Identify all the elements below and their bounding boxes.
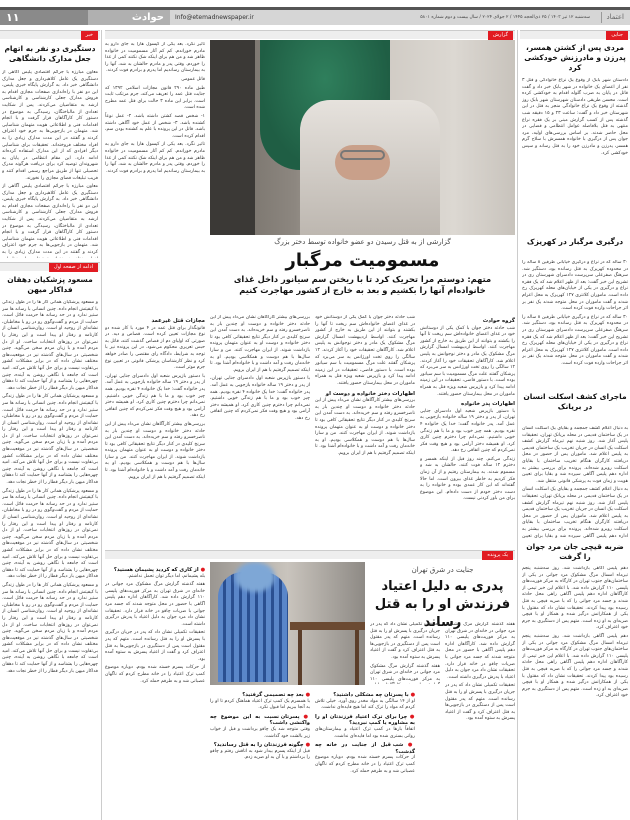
paragraph: هفته گذشته گزارش مرگ مشکوک مرد جوانی در خانه‌ای در شرق تهران به مرکز فوریت‌های پلیسی ۱۱۰ گزارش داده شد. کارآگاهان اداره دهم پلیس آگاهی با حضور در محل متوجه شدند که جسد مرد جوانی با ضربات چاقو در خانه قرار دارد. تحقیقات نشان داد مرد جوان به دلیل اعتیاد با پدرش درگیری داشته است.: [445, 622, 515, 680]
divider: [517, 30, 518, 820]
left-label-bar: [0, 30, 100, 39]
story-headline: مردی پس از کشتن همسر، پدرزن و مادرزنش خودکشی کرد: [524, 43, 626, 72]
story-headline: ضربه قیچی جان مرد جوان را گرفت: [526, 542, 624, 561]
continued-body: [2, 300, 98, 815]
answer: بله پشیمانم، اما دیگر توان تحمل نداشتم.: [127, 573, 205, 579]
case-col-5: [105, 565, 205, 817]
question: ● چگونه فرزندتان را به قتل رساندید؟: [210, 742, 310, 749]
paragraph: و مسعود پزشکیان همانی کار ها را در طول زندگی با کیفیتش انجام داده. چنین انسانی با رسانه ها سر ستیز ندارد و در حد رسانه ها حرمت قائل است. حمایت از مردم و گفت‌وگوی رو در رو با مخاطبان، نشانه‌ای از روحیه او است. روان‌شناسی انسان از کارنامه و رفتار او پیدا است و این رفتار را نمی‌توان در روزهای انتخابات ساخت. او از دل مردم آمده و با زبان مردم سخن می‌گوید. چنین شخصیتی در سال‌های گذشته نیز در موقعیت‌های مختلف نشان داده که در برابر مشکلات کشور بی‌تفاوت نیست و برای حل آنها تلاش می‌کند. امید است که جامعه با نگاهی روشن به آینده، چنین چهره‌هایی را بشناسد و از آنها حمایت کند تا دهقان فداکار میهن بار دیگر قطار را از خطر نجات دهد.: [2, 488, 98, 580]
page-number: ۱۱: [0, 10, 88, 25]
paragraph: دهم پلیس آگاهی بازداشت شد. روز سه‌شنبه پنجم تیرماه امسال مرگ مشکوک مرد جوانی در یکی از ساختمان‌های جنوب تهران در کارگاه به مرکز فوریت‌های پلیسی ۱۱۰ گزارش داده شد. با اعلام این خبر تیمی از کارآگاهان اداره دهم پلیس آگاهی راهی محل حادثه شدند و جسد مرد جوانی را که با ضربه قیچی به قتل رسیده بود پیدا کردند. تحقیقات نشان داد که مقتول با یکی از همکارانش درگیر شده و همکار او با قیچی ضربه‌ای به او زده است. متهم پس از دستگیری به جرم خود اعتراف کرد.: [522, 633, 628, 699]
story-body: [522, 260, 628, 388]
question: ● از کاری که کردید پشیمان هستید؟: [105, 567, 205, 574]
section-subhead: اظهارات پدر خانواده: [461, 401, 515, 408]
paragraph: قاتل عمومی: [181, 76, 205, 82]
report-headline: مسمومیت مرگبار: [285, 250, 440, 271]
continued-label-bar: [0, 262, 100, 271]
case-kicker: جنایت در شرق تهران: [411, 566, 474, 574]
report-label-bar: [105, 30, 515, 39]
paragraph: از حرکات پسرم خسته شده بودم. دوباره موضوع کمپ ترک اعتیاد را در خانه مطرح کردم که ناگهان عصبانی شد و به طرفم حمله کرد.: [105, 665, 205, 684]
paragraph: بررسی‌های بیشتر کارآگاهان نشان می‌داد پیش از این حادثه دختر خانواده و دوست او چندین بار به ناصرخسرو رفته و سم خریده‌اند. به دست آمدن این سرنخ کلیدی در کنار دیگر نتایج تحقیقاتی کافی بود تا دختر خانواده و دوست او به عنوان متهمان پرونده بازداشت شوند. از ایران مهاجرت کنند. من و سارا سال‌ها با هم دوست و همکلاسی بودیم. او به خانه‌مان رفت و آمد داشت و با خانواده‌ام آشنا بود. تا اینکه تصمیم گرفتیم با هم از ایران برویم.: [210, 315, 310, 373]
paragraph: شب حادثه دختر جوان با کمک یکی از دوستانش خود در غذای اعضای خانواده‌اش سم ریخت تا آنها را بکشند و بتوانند از این طریق به خارج از کشور مهاجرت کنند. اواسط اردیبهشت امسال گزارش مرگ مشکوک یک مادر و دختر نوجوانش به پلیس اعلام شد. کارآگاهان تحقیقات خود را آغاز کردند. ۱۲ سالگی را روی تخت اورژانس به سر می‌برد که پزشکان گفتند علت مرگ مسمومیت با سم سیانور بوده است. با دستور قاضی، تحقیقات در این زمینه ادامه پیدا کرد و بازپرس شعبه ویژه قتل به همراه ماموران در محل بیمارستان حضور یافتند.: [315, 315, 415, 386]
paragraph: هفته گذشته گزارش مرگ مشکوک مرد جوانی در خانه‌ای در شرق تهران به مرکز فوریت‌های پلیسی ۱۱۰: [370, 663, 440, 682]
paragraph: دهم پلیس آگاهی بازداشت شد. روز سه‌شنبه پنجم تیرماه امسال مرگ مشکوک مرد جوانی در یکی از ساختمان‌های جنوب تهران در کارگاه به مرکز فوریت‌های پلیسی ۱۱۰ گزارش داده شد. با اعلام این خبر تیمی از کارآگاهان اداره دهم پلیس آگاهی راهی محل حادثه شدند و جسد مرد جوانی را که با ضربه قیچی به قتل رسیده بود پیدا کردند. تحقیقات نشان داد که مقتول با یکی از همکارانش درگیر شده و همکار او با قیچی ضربه‌ای به او زده است. متهم پس از دستگیری به جرم خود اعتراف کرد.: [522, 566, 628, 631]
right-label: جنایی: [606, 31, 628, 40]
question: ● چرا برای ترک اعتیاد فرزندتان او را به مشاوره یا کمپ نبردید؟: [315, 714, 415, 727]
paragraph: با دستور بازپرس شعبه اول دادسرای جنایی تهران، از پدر و دختر ۱۹ ساله خانواده بازجویی به عمل آمد. پدر خانواده گفت: خدا یک خانواده ۴ نفره بودیم. همه چیز خوب بود و ما با هم زندگی خوبی داشتیم. نمی‌دانم چرا دخترم چنین کاری کرد. او همیشه دختر آرامی بود و هیچ وقت فکر نمی‌کردم که چنین اتفاقی رخ دهد.: [105, 373, 205, 419]
report-col-2: [315, 315, 415, 545]
paragraph: تاثیر نگرد. بعد یکی از کپسول هارا به جای دارو به مادرم خوراندم. کم کم آثار مسمومیت در خانواده ظاهر شد و من هم برای اینکه شک نکنند کمی از غذا را خوردم. وقتی پدر و مادرم حالشان بد شد، آنها را به بیمارستان رساندیم اما پدرم و برادرم فوت کردند.: [105, 142, 205, 174]
question: ● بعد چه تصمیمی گرفتید؟: [210, 692, 310, 699]
paragraph: به دنبال اعلام کشف جمجمه و بقایای یک اسکلت انسان در یک ساختمان قدیمی در محله بریانک تهران، تحقیقات پلیس آغاز شد. روز شنبه نهم تیرماه گزارش کشف اسکلت یک انسان در جریان تخریب یک ساختمان قدیمی به پلیس اعلام شد. ماموران پس از حضور در محل دریافتند کارگران هنگام تخریب ساختمان با بقایای اسکلت روبرو شده‌اند. پرونده برای بررسی بیشتر به اداره دهم پلیس آگاهی سپرده شد و بقایا برای تعیین هویت و زمان فوت به پزشکی قانونی منتقل شد.: [522, 426, 628, 484]
left-label: خبر: [81, 31, 98, 40]
right-label-bar: [520, 30, 630, 39]
paragraph: به دنبال اعلام کشف جمجمه و بقایای یک اسکلت انسان در یک ساختمان قدیمی در محله بریانک تهران، تحقیقات پلیس آغاز شد. روز شنبه نهم تیرماه گزارش کشف اسکلت یک انسان در جریان تخریب یک ساختمان قدیمی به پلیس اعلام شد. ماموران پس از حضور در محل دریافتند کارگران هنگام تخریب ساختمان با بقایای اسکلت روبرو شده‌اند. پرونده برای بررسی بیشتر به اداره دهم پلیس آگاهی سپرده شد و بقایا برای تعیین: [522, 487, 628, 538]
report-col-1: [420, 315, 515, 545]
left-body: [2, 70, 98, 258]
case-col-4: [210, 690, 310, 818]
continued-label: ادامه از صفحه اول: [49, 263, 98, 272]
divider: [101, 30, 102, 820]
case-col-2: [370, 622, 440, 684]
section-subhead: اظهارات دختر خانواده و دوست او: [325, 390, 415, 397]
punishment-subhead: مجازات قتل غیرعمد: [151, 318, 205, 324]
question: ● با پسرتان چه مشکلی داشتید؟: [315, 692, 415, 699]
case-col-1: [445, 622, 515, 817]
report-label: گزارش: [488, 31, 513, 40]
case-photo-prisoner: [210, 562, 365, 685]
paragraph: و مسعود پزشکیان همانی کار ها را در طول زندگی با کیفیتش انجام داده. چنین انسانی با رسانه ها سر ستیز ندارد و در حد رسانه ها حرمت قائل است. حمایت از مردم و گفت‌وگوی رو در رو با مخاطبان، نشانه‌ای از روحیه او است. روان‌شناسی انسان از کارنامه و رفتار او پیدا است و این رفتار را نمی‌توان در روزهای انتخابات ساخت. او از دل مردم آمده و با زبان مردم سخن می‌گوید. چنین شخصیتی در سال‌های گذشته نیز در موقعیت‌های مختلف نشان داده که در برابر مشکلات کشور بی‌تفاوت نیست و برای حل آنها تلاش می‌کند. امید است که جامعه با نگاهی روشن به آینده، چنین چهره‌هایی را بشناسد و از آنها حمایت کند تا دهقان فداکار میهن بار دیگر قطار را از خطر نجات دهد.: [2, 300, 98, 391]
paragraph: و مسعود پزشکیان همانی کار ها را در طول زندگی با کیفیتش انجام داده. چنین انسانی با رسانه ها سر ستیز ندارد و در حد رسانه ها حرمت قائل است. حمایت از مردم و گفت‌وگوی رو در رو با مخاطبان، نشانه‌ای از روحیه او است. روان‌شناسی انسان از کارنامه و رفتار او پیدا است و این رفتار را نمی‌توان در روزهای انتخابات ساخت. او از دل مردم آمده و با زبان مردم سخن می‌گوید. چنین شخصیتی در سال‌های گذشته نیز در موقعیت‌های مختلف نشان داده که در برابر مشکلات کشور بی‌تفاوت نیست و برای حل آنها تلاش می‌کند. امید است که جامعه با نگاهی روشن به آینده، چنین چهره‌هایی را بشناسد و از آنها حمایت کند تا دهقان فداکار میهن بار دیگر قطار را از خطر نجات دهد.: [2, 394, 98, 486]
paragraph: و مسعود پزشکیان همانی کار ها را در طول زندگی با کیفیتش انجام داده. چنین انسانی با رسانه ها سر ستیز ندارد و در حد رسانه ها حرمت قائل است. حمایت از مردم و گفت‌وگوی رو در رو با مخاطبان، نشانه‌ای از روحیه او است. روان‌شناسی انسان از کارنامه و رفتار او پیدا است و این رفتار را نمی‌توان در روزهای انتخابات ساخت. او از دل مردم آمده و با زبان مردم سخن می‌گوید. چنین شخصیتی در سال‌های گذشته نیز در موقعیت‌های مختلف نشان داده که در برابر مشکلات کشور بی‌تفاوت نیست و برای حل آنها تلاش می‌کند. امید است که جامعه با نگاهی روشن به آینده، چنین چهره‌هایی را بشناسد و از آنها حمایت کند تا دهقان فداکار میهن بار دیگر قطار را از خطر نجات دهد.: [2, 582, 98, 674]
case-col-3: [315, 690, 415, 818]
answer: از حرکات پسرم خسته شده بودم. دوباره موضوع کمپ ترک اعتیاد را در خانه مطرح کردم که ناگهان عصبانی شد و به طرفم حمله کرد.: [315, 755, 415, 774]
story-headline: ماجرای کشف اسکلت انسان در بریانک: [523, 392, 627, 411]
continued-headline: مسعود پزشکیان دهقان فداکار میهن: [7, 275, 93, 294]
paragraph: با دستور بازپرس شعبه اول دادسرای جنایی تهران، از پدر و دختر ۱۹ ساله خانواده بازجویی به عمل آمد. پدر خانواده گفت: خدا یک خانواده ۴ نفره بودیم. همه چیز خوب بود و ما با هم زندگی خوبی داشتیم. نمی‌دانم چرا دخترم چنین کاری کرد. او همیشه دختر آرامی بود و هیچ وقت فکر نمی‌کردم که چنین اتفاقی رخ دهد.: [420, 408, 515, 454]
report-kicker: گزارشی از به قتل رسیدن دو عضو خانواده توسط دختر بزرگ: [274, 238, 451, 246]
section-subhead: گروه حوادث: [482, 318, 515, 324]
paragraph: معاون مبارزه با جرائم اقتصادی پلیس آگاهی از دستگیری یک عامل کلاهبرداری و جعل مدارک دانشگاهی خبر داد. به گزارش پایگاه خبری پلیس، این دو نفر با راه‌اندازی صفحات مجازی اقدام به فروش مدارک جعلی کارشناسی و کارشناسی ارشد به متقاضیان می‌کردند. پس از شکایت تعدادی از مالباختگان، رسیدگی به موضوع در دستور کار کارآگاهان قرار گرفت و با انجام اقدامات فنی و اطلاعاتی هویت متهمان شناسایی شد. متهمان در بازجویی‌ها به جرم خود اعتراف کردند و گفتند در این مدت مدارک زیادی را به افراد مختلف فروخته‌اند. تحقیقات برای شناسایی دیگر افرادی که از این مدارک استفاده کرده‌اند ادامه دارد. این مقام انتظامی در پایان به شهروندان توصیه کرد برای دریافت هرگونه مدرک تحصیلی تنها از طریق مراجع رسمی اقدام کنند و فریب تبلیغات فضای مجازی را نخورند.: [2, 70, 98, 181]
answer: اتفاقاً بارها در کمپ ترک اعتیاد و بیمارستان‌های روانی بستری شده بود اما فایده‌ای نداشت.: [315, 726, 415, 739]
story-body: [522, 426, 628, 538]
case-label: یک پرونده: [482, 551, 513, 560]
answer: قبل از اینکه پسرم بیدار شود به اتاقش رفتم و چاقو را برداشتم و با آن به او ضربه زدم.: [210, 748, 310, 761]
report-col-4: [105, 315, 205, 545]
story-body: [522, 566, 628, 818]
newspaper-logo: اعتماد: [601, 12, 624, 23]
question: ● شب قبل از جنایت در خانه چه گذشت؟: [315, 742, 415, 755]
report-photo-handcuffed-woman: [210, 40, 515, 235]
answer: او از ۱۴ سالگی به مواد مخدر روی آورد. خیلی تلاش کردم که مواد را ترک کند اما هیچ فایده‌ای نداشت.: [315, 698, 415, 711]
section-title: حوادث: [88, 10, 170, 25]
report-subheadline: متهم: دوستم مرا تحریک کرد تا با ریختن سم سیانور داخل غذای خانواده‌ام آنها را بکشیم و بعد به خارج از کشور مهاجرت کنیم: [233, 274, 492, 295]
paragraph: طبق ماده ۲۹۰ قانون مجازات اسلامی ۱۳۹۲ که جنایت قتل عمد را تعریف می‌کند، جرم مرتکب ثابت است. برابر این ماده ۳ حالت برای قتل عمد مطرح شده است.: [105, 85, 205, 111]
email-link[interactable]: Info@etemadnewspaper.ir: [175, 14, 254, 21]
paragraph: ۳۰ ساله که در نزاع و درگیری خیابانی طرفین ۸ ساله را در محدوده کهریزک به قتل رسانده بود، دستگیر شد. سرهنگ صفرعلی سرپرست دادسرای شهرستان ری در تشریح این خبر گفت: بعد از ظهر اعلام شد که یک فقره نزاع و درگیری در یکی از خیابان‌های محله کهریزک رخ داده است. ماموران کلانتری ۱۲۷ کهریزک به محل اعزام شدند و گفت ماموران در محل متوجه شدند یک نفر بر اثر جراحات وارده فوت کرده است.: [522, 314, 628, 366]
paragraph: معاون مبارزه با جرائم اقتصادی پلیس آگاهی از دستگیری یک عامل کلاهبرداری و جعل مدارک دانشگاهی خبر داد. به گزارش پایگاه خبری پلیس، این دو نفر با راه‌اندازی صفحات مجازی اقدام به فروش مدارک جعلی کارشناسی و کارشناسی ارشد به متقاضیان می‌کردند. پس از شکایت تعدادی از مالباختگان، رسیدگی به موضوع در دستور کار کارآگاهان قرار گرفت و با انجام اقدامات فنی و اطلاعاتی هویت متهمان شناسایی شد. متهمان در بازجویی‌ها به جرم خود اعتراف کردند و گفتند در این مدت مدارک زیادی را به: [2, 184, 98, 256]
paragraph: بررسی‌های بیشتر کارآگاهان نشان می‌داد پیش از این حادثه دختر خانواده و دوست او چندین بار به ناصرخسرو رفته و سم خریده‌اند. به دست آمدن این سرنخ کلیدی در کنار دیگر نتایج تحقیقاتی کافی بود تا دختر خانواده و دوست او به عنوان متهمان پرونده بازداشت شوند. از ایران مهاجرت کنند. من و سارا سال‌ها با هم دوست و همکلاسی بودیم. او به خانه‌مان رفت و آمد داشت و با خانواده‌ام آشنا بود. تا اینکه تصمیم گرفتیم با هم از ایران برویم.: [315, 398, 415, 456]
case-headline: پدری به دلیل اعتیاد فرزندش او را به قتل رساند: [374, 579, 511, 630]
paragraph: تحقیقات تکمیلی نشان داد که پدر در جریان درگیری با پسرش او را به قتل رسانده است. متهم که پدر مقتول است پس از دستگیری در بازجویی‌ها به قتل اعتراف کرد و گفت از اعتیاد پسرش به ستوه آمده بود.: [105, 630, 205, 662]
report-side-body: [105, 42, 205, 312]
answer: وقتی متوجه شد یک چاقو برداشت و قبل از خواب زیر بالشت خود گذاشت.: [210, 726, 310, 739]
paragraph: قانونگذار برای قتل عمد در ۴ مورد با کار شده دو نوع مجازات تعیین کرده است. قصاص و دیه. در صورتی که اولیای دم از قصاص گذشت کنند، قاتل به حبس تعزیری محکوم می‌شود. در این پرونده نیز با توجه به شرایط، دادگاه رای مقتضی را صادر خواهد کرد و نظر کارشناسان پزشکی قانونی در تعیین نوع جرم موثر است.: [105, 325, 205, 371]
paragraph: زندگی می‌کنم. چند روز قبل از اینکه همسر و دخترم ۱۲ ساله فوت کنند، حالشان بد شد و مسموم شدند. به بیمارستان رفتیم و از آن زمان فکر کردیم به خاطر غذای بیرون است. اما حالا گفته‌اند که این کار عمدی بوده و خانواده را به دست دختر خودم از دست داده‌ام. این موضوع برای من باور کردنی نیست.: [420, 456, 515, 502]
paragraph: ۱- شخص قصد کشتن داشته باشد. ۲- عمل نوعاً کشنده باشد. ۳- شخص از عمل خود آگاهی داشته باشد. قاتل در این پرونده با علم به کشنده بودن سم، اقدام کرده است.: [105, 113, 205, 139]
paragraph: تحقیقات تکمیلی نشان داد که پدر در جریان درگیری با پسرش او را به قتل رسانده است. متهم که پدر مقتول است پس از دستگیری در بازجویی‌ها به قتل اعتراف کرد و گفت از اعتیاد پسرش به ستوه آمده بود.: [370, 622, 440, 660]
paragraph: بررسی‌های بیشتر کارآگاهان نشان می‌داد پیش از این حادثه دختر خانواده و دوست او چندین بار به ناصرخسرو رفته و سم خریده‌اند. به دست آمدن این سرنخ کلیدی در کنار دیگر نتایج تحقیقاتی کافی بود تا دختر خانواده و دوست او به عنوان متهمان پرونده بازداشت شوند. از ایران مهاجرت کنند. من و سارا سال‌ها با هم دوست و همکلاسی بودیم. او به خانه‌مان رفت و آمد داشت و با خانواده‌ام آشنا بود. تا اینکه تصمیم گرفتیم با هم از ایران برویم.: [105, 421, 205, 480]
answer: با همسرم یک کمپ ترک اعتیاد هماهنگ کردم تا او را به آنجا ببریم اما قبول نکرد.: [210, 698, 310, 711]
report-col-3: [210, 315, 310, 545]
issue-date: سه‌شنبه ۱۲ تیر ۱۴۰۳ / ۲۵ ذی‌الحجه ۱۴۴۵ / ۲ جولای ۲۰۲۴ / سال بیست و دوم شماره ۵۸۰۱: [420, 15, 590, 20]
story-headline: درگیری مرگبار در کهریزک: [526, 237, 624, 246]
question: ● پسرتان نسبت به این موضوع چه واکنشی داشت؟: [210, 714, 310, 727]
paragraph: با دستور بازپرس شعبه اول دادسرای جنایی تهران، از پدر و دختر ۱۹ ساله خانواده بازجویی به عمل آمد. پدر خانواده گفت: خدا یک خانواده ۴ نفره بودیم. همه چیز خوب بود و ما با هم زندگی خوبی داشتیم. نمی‌دانم چرا دخترم چنین کاری کرد. او همیشه دختر آرامی بود و هیچ وقت فکر نمی‌کردم که چنین اتفاقی رخ دهد.: [210, 376, 310, 421]
paragraph: هفته گذشته گزارش مرگ مشکوک مرد جوانی در خانه‌ای در شرق تهران به مرکز فوریت‌های پلیسی ۱۱۰ گزارش داده شد. کارآگاهان اداره دهم پلیس آگاهی با حضور در محل متوجه شدند که جسد مرد جوانی با ضربات چاقو در خانه قرار دارد. تحقیقات نشان داد مرد جوان به دلیل اعتیاد با پدرش درگیری داشته است.: [105, 582, 205, 627]
paragraph: تحقیقات تکمیلی نشان داد که پدر در جریان درگیری با پسرش او را به قتل رسانده است. متهم که پدر مقتول است پس از دستگیری در بازجویی‌ها به قتل اعتراف کرد و گفت از اعتیاد پسرش به ستوه آمده بود.: [445, 683, 515, 722]
paragraph: تاثیر نگرد. بعد یکی از کپسول هارا به جای دارو به مادرم خوراندم. کم کم آثار مسمومیت در خانواده ظاهر شد و من هم برای اینکه شک نکنند کمی از غذا را خوردم. وقتی پدر و مادرم حالشان بد شد، آنها را به بیمارستان رساندیم اما پدرم و برادرم فوت کردند.: [105, 42, 205, 74]
paragraph: ۳۰ ساله که در نزاع و درگیری خیابانی طرفین ۸ ساله را در محدوده کهریزک به قتل رسانده بود، دستگیر شد. سرهنگ صفرعلی سرپرست دادسرای شهرستان ری در تشریح این خبر گفت: بعد از ظهر اعلام شد که یک فقره نزاع و درگیری در یکی از خیابان‌های محله کهریزک رخ داده است. ماموران کلانتری ۱۲۷ کهریزک به محل اعزام شدند و گفت ماموران در محل متوجه شدند یک نفر بر اثر جراحات وارده فوت کرده است.: [522, 260, 628, 312]
case-label-bar: [105, 550, 515, 559]
story-body: دادستان شهر بابک از وقوع یک نزاع خانوادگی و قتل ۳ نفر از اعضای یک خانواده در شهر بابک خبر داد و گفت قاتل در پایان به ضرب گلوله اقدام به خودکشی کرده است. محسن طریقی دادستان شهرستان شهر بابک روز گذشته از وقوع یک نزاع خانوادگی منجر به قتل در این شهرستان خبر داد و گفت: ساعت ۲۳ و ۱۵ دقیقه شب گذشته پس از کسب گزارش مبنی بر یک فقره نزاع منتهی به قتل بلافاصله عوامل انتظامی و قضایی در محل حاضر شدند. بر اساس بررسی‌های اولیه، مرد جوان پس از درگیری با خانواده همسرش با سلاح گرم همسر، پدرزن و مادرزن خود را به قتل رساند و سپس خودکشی کرد.: [522, 78, 628, 156]
paragraph: شب حادثه دختر جوان با کمک یکی از دوستانش خود در غذای اعضای خانواده‌اش سم ریخت تا آنها را بکشند و بتوانند از این طریق به خارج از کشور مهاجرت کنند. اواسط اردیبهشت امسال گزارش مرگ مشکوک یک مادر و دختر نوجوانش به پلیس اعلام شد. کارآگاهان تحقیقات خود را آغاز کردند. ۱۲ سالگی را روی تخت اورژانس به سر می‌برد که پزشکان گفتند علت مرگ مسمومیت با سم سیانور بوده است. با دستور قاضی، تحقیقات در این زمینه ادامه پیدا کرد و بازپرس شعبه ویژه قتل به همراه ماموران در محل بیمارستان حضور یافتند.: [420, 325, 515, 397]
left-headline: دستگیری دو نفر به اتهام جعل مدارک دانشگاهی: [4, 44, 96, 63]
